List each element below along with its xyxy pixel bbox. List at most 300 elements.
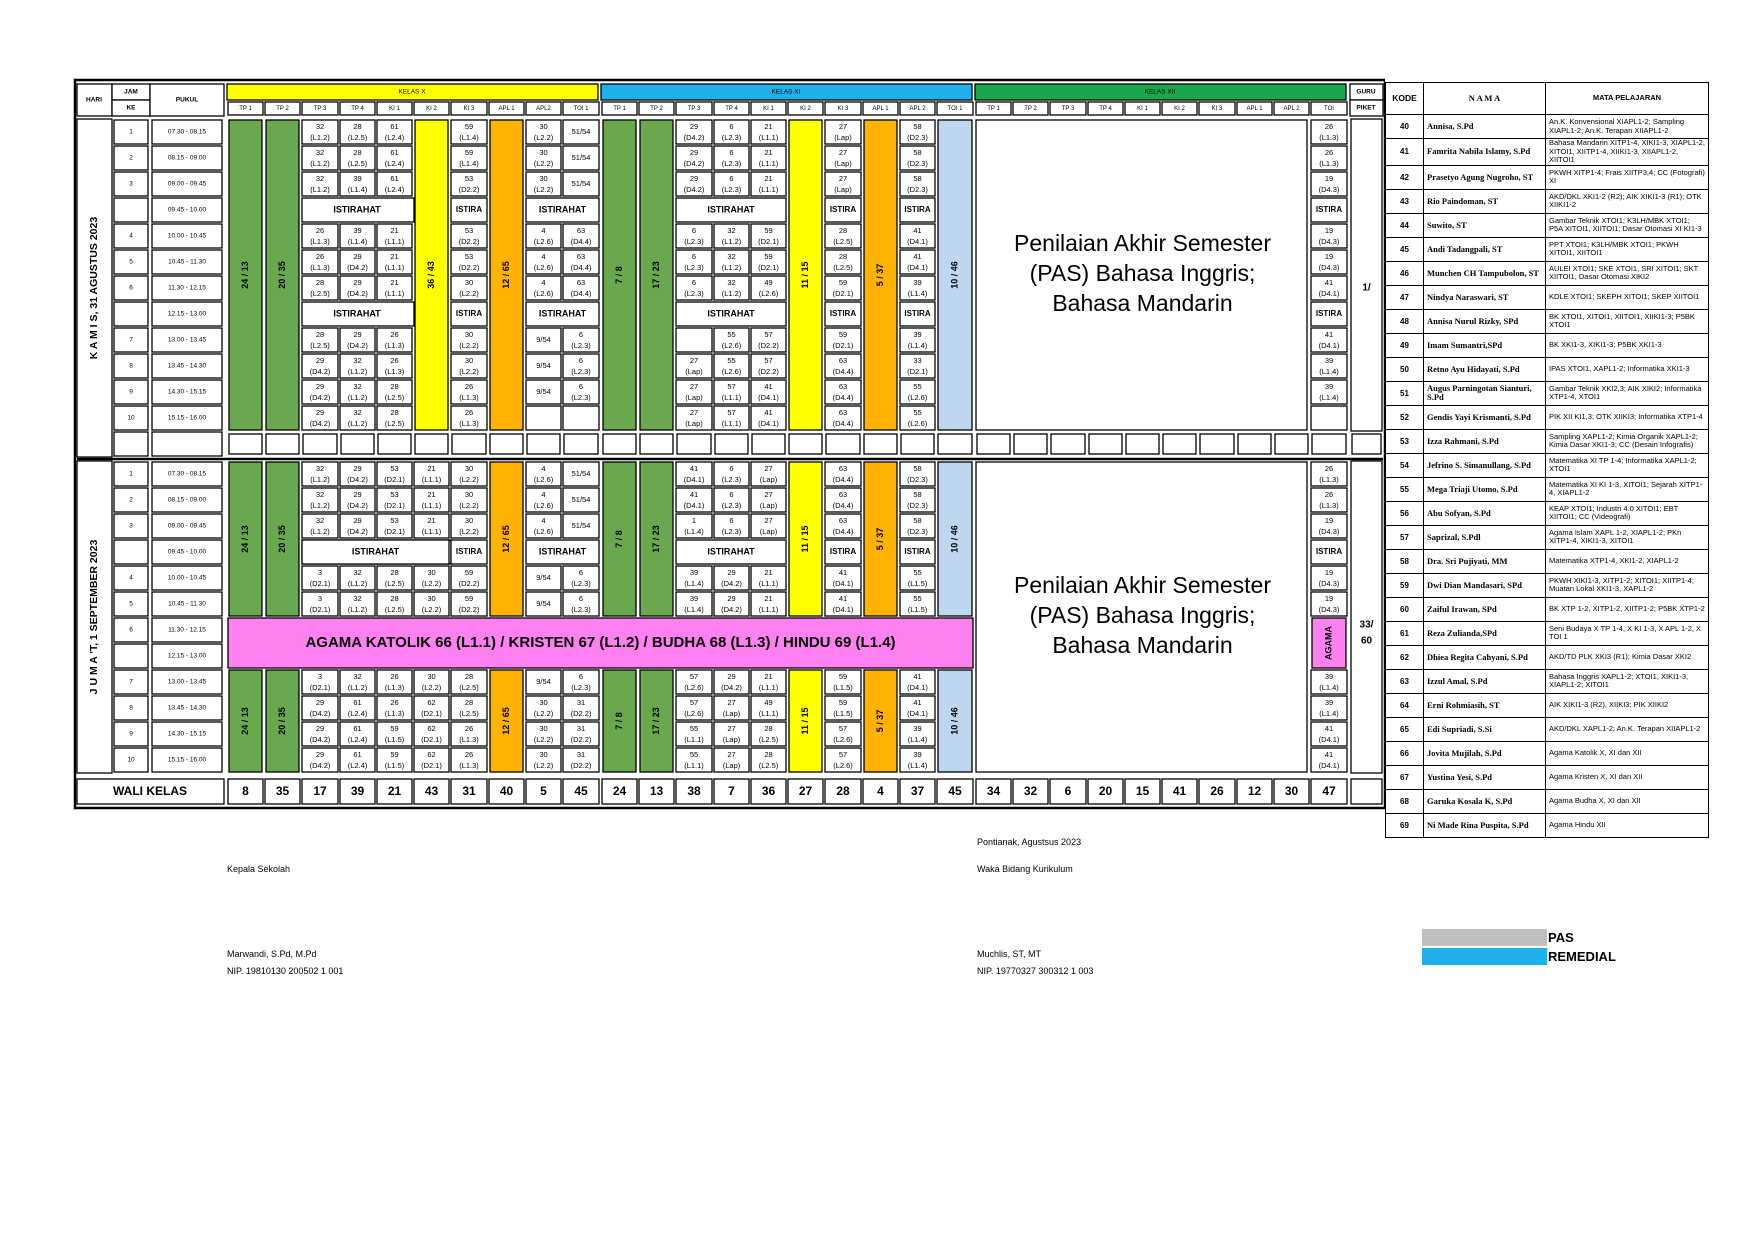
jam-ke: 6 xyxy=(129,626,133,634)
x-cell-code: 29 xyxy=(315,723,325,733)
waka-nip: NIP. 19770327 300312 1 003 xyxy=(977,966,1094,976)
xi-cell-room: (L2.6) xyxy=(758,288,779,298)
teacher-kode: 68 xyxy=(1386,789,1424,813)
x-apl2-cell-code: 30 xyxy=(539,147,548,157)
xi-apl2-cell-code: 41 xyxy=(913,697,922,707)
class-header-text: TP 4 xyxy=(1099,106,1112,113)
xi-ki3-cell-room: (Lap) xyxy=(834,184,852,194)
x-cell-room: (L2.4) xyxy=(347,734,368,744)
xii-toi-cell-code: 41 xyxy=(1324,277,1334,287)
xi-cell-room: (L2.3) xyxy=(684,236,704,246)
x-cell-code: 53 xyxy=(390,489,399,499)
teacher-kode: 44 xyxy=(1386,213,1424,237)
x-cell-code: 32 xyxy=(353,355,362,365)
wali-kelas-value: 4 xyxy=(877,784,884,799)
x-apl2-cell-code: 9/54 xyxy=(536,386,551,396)
xii-toi-cell-code: 19 xyxy=(1324,225,1334,235)
x-tp1-bar-label: 24 / 13 xyxy=(239,261,250,289)
xi-cell-room: (D4.1) xyxy=(683,474,705,484)
xi-apl2-cell-code: 58 xyxy=(913,147,922,157)
teacher-row xyxy=(1386,285,1709,309)
xi-ki3-cell-code: 63 xyxy=(838,355,848,365)
xi-apl2-cell-room: (L1.5) xyxy=(907,578,928,588)
teacher-kode: 62 xyxy=(1386,645,1424,669)
x-cell-code: 29 xyxy=(315,381,325,391)
xi-cell-room: (L2.3) xyxy=(721,474,742,484)
wali-kelas-value: 45 xyxy=(574,784,588,799)
x-cell-code: 30 xyxy=(427,593,436,603)
xi-apl1-bar-label: 5 / 37 xyxy=(874,263,885,287)
x-cell-room: (L1.4) xyxy=(347,236,368,246)
header-kelas-xi-text: KELAS XI xyxy=(771,88,801,96)
empty-cell xyxy=(1051,434,1085,454)
wali-kelas-value: 27 xyxy=(798,784,813,799)
xi-apl1-bar-label: 5 / 37 xyxy=(874,709,885,733)
header-nama: N A M A xyxy=(1424,83,1546,115)
xi-cell-room: (L1.1) xyxy=(758,132,779,142)
pukul: 10.00 - 10.45 xyxy=(167,232,207,240)
x-cell-room: (L1.5) xyxy=(384,760,405,770)
jam-ke: 7 xyxy=(129,678,133,686)
xi-cell-room: (L2.6) xyxy=(721,366,742,376)
xi-cell-room: (Lap) xyxy=(685,366,703,376)
wali-kelas-value: 40 xyxy=(499,784,514,799)
teacher-kode: 53 xyxy=(1386,429,1424,453)
xi-cell-code: 27 xyxy=(764,489,773,499)
xi-cell-room: (D2.1) xyxy=(758,236,779,246)
xii-toi-cell-code: 39 xyxy=(1324,381,1334,391)
jam-ke: 8 xyxy=(129,362,133,370)
teacher-row xyxy=(1386,597,1709,621)
class-header-text: APL 1 xyxy=(1246,106,1263,113)
teacher-row xyxy=(1386,525,1709,549)
x-cell-code: 61 xyxy=(353,697,362,707)
class-header-text: KI 1 xyxy=(389,106,400,113)
wali-kelas-value: 13 xyxy=(649,784,664,799)
x-ki3-cell-code: 30 xyxy=(464,329,474,339)
xi-cell-code: 55 xyxy=(727,329,736,339)
wali-kelas-value: 17 xyxy=(313,784,327,799)
istira-label: ISTIRA xyxy=(904,309,931,319)
xi-cell-room: (L1.1) xyxy=(758,158,779,168)
jam-ke: 9 xyxy=(129,730,133,738)
teacher-kode: 58 xyxy=(1386,549,1424,573)
class-header-text: TOI 1 xyxy=(947,106,963,113)
xi-apl2-cell-code: 58 xyxy=(913,173,922,183)
xi-cell-code: 59 xyxy=(764,225,773,235)
teacher-mapel: PPT XTOI1; K3LH/MBK XTOI1; PKWH XITOI1, XIITOI1 xyxy=(1546,237,1709,261)
xi-tp1-bar-label: 7 / 8 xyxy=(613,530,624,548)
x-apl2-cell-room: (L2.2) xyxy=(533,184,554,194)
x-apl2-cell-code: 4 xyxy=(541,515,546,525)
xi-cell-code: 57 xyxy=(727,381,736,391)
x-ki3-cell-code: 30 xyxy=(464,355,474,365)
jam-ke: 2 xyxy=(129,154,133,162)
x-cell-code: 3 xyxy=(317,671,323,681)
x-cell-code: 39 xyxy=(353,173,362,183)
x-cell-room: (L1.4) xyxy=(347,184,368,194)
x-toi1-cell-room: (L2.3) xyxy=(571,340,591,350)
x-ki2-bar-label: 36 / 43 xyxy=(425,261,436,289)
jam-ke: 5 xyxy=(129,258,133,266)
xii-toi-cell-room: (D4.3) xyxy=(1318,262,1340,272)
xii-toi-cell-code: 19 xyxy=(1324,251,1334,261)
teacher-kode: 48 xyxy=(1386,309,1424,333)
x-cell-code: 32 xyxy=(315,147,325,157)
x-ki3-cell-code: 26 xyxy=(464,407,474,417)
xii-toi-cell-code: 26 xyxy=(1324,489,1334,499)
xi-apl2-cell-code: 41 xyxy=(913,671,922,681)
teacher-row xyxy=(1386,573,1709,597)
istira-label: ISTIRA xyxy=(1315,547,1343,557)
teacher-row xyxy=(1386,645,1709,669)
teacher-kode: 43 xyxy=(1386,189,1424,213)
x-ki3-cell-code: 30 xyxy=(464,277,474,287)
teacher-row xyxy=(1386,549,1709,573)
teacher-row xyxy=(1386,501,1709,525)
xi-cell-code: 27 xyxy=(727,749,736,759)
xi-ki3-cell-code: 27 xyxy=(838,121,848,131)
class-header-text: TP 2 xyxy=(276,106,289,113)
x-cell-room: (L1.1) xyxy=(421,500,442,510)
x-ki3-cell-code: 59 xyxy=(464,121,474,131)
teacher-row xyxy=(1386,405,1709,429)
xi-cell-room: (L1.2) xyxy=(721,236,742,246)
xii-toi-cell-code: 19 xyxy=(1324,567,1334,577)
wali-kelas-value: 32 xyxy=(1023,784,1038,799)
teacher-nama: Izzul Amal, S.Pd xyxy=(1424,669,1546,693)
x-cell-code: 21 xyxy=(390,225,399,235)
teacher-mapel: Agama Budha X, XI dan XII xyxy=(1546,789,1709,813)
wali-kelas-value: 20 xyxy=(1098,784,1113,799)
x-cell-room: (L2.2) xyxy=(421,682,442,692)
x-cell-code: 28 xyxy=(315,329,325,339)
xi-cell-code: 6 xyxy=(729,121,734,131)
teacher-kode: 65 xyxy=(1386,717,1424,741)
xi-cell-room: (L1.1) xyxy=(758,184,779,194)
x-cell-room: (L2.5) xyxy=(384,392,405,402)
teacher-nama: Annisa, S.Pd xyxy=(1424,115,1546,139)
xii-toi-cell-room: (L1.3) xyxy=(1319,500,1339,510)
wali-kelas-value: 6 xyxy=(1064,784,1072,799)
x-toi1-cell-code: 31 xyxy=(576,723,586,733)
class-header-text: TP 1 xyxy=(987,106,1000,113)
xi-cell-room: (D4.2) xyxy=(721,578,742,588)
class-header-text: TP 2 xyxy=(1024,106,1037,113)
x-cell-room: (D2.1) xyxy=(384,474,405,484)
x-cell-code: 53 xyxy=(390,463,399,473)
teacher-mapel: An.K. Konvensional XIAPL1-2; Sampling XIAPL1-2; An.K. Terapan XIIAPL1-2 xyxy=(1546,115,1709,139)
pukul: 10.00 - 10.45 xyxy=(167,574,207,582)
jam-ke: 10 xyxy=(127,756,135,764)
x-cell-room: (D2.1) xyxy=(421,760,442,770)
class-header-text: TP 4 xyxy=(725,106,738,113)
xi-toi1-bar-label: 10 / 46 xyxy=(949,707,960,735)
x-toi1-cell-room: (D2.2) xyxy=(570,708,592,718)
teacher-mapel: Agama Hindu XII xyxy=(1546,813,1709,837)
xi-cell-code: 57 xyxy=(764,329,773,339)
x-toi1-cell-code: 6 xyxy=(578,671,584,681)
xi-cell-room: (L2.5) xyxy=(758,734,779,744)
x-cell-room: (L1.2) xyxy=(347,604,368,614)
x-apl2-cell-code: 4 xyxy=(541,489,546,499)
istira-label: ISTIRA xyxy=(455,205,483,215)
xi-cell-room: (D4.2) xyxy=(683,132,705,142)
empty-cell xyxy=(938,434,972,454)
x-cell-room: (L1.2) xyxy=(310,500,330,510)
xii-toi-cell-code: 41 xyxy=(1324,749,1334,759)
teacher-nama: Annisa Nurul Rizky, SPd xyxy=(1424,309,1546,333)
header-guru-text: GURU xyxy=(1356,88,1376,96)
xii-toi-cell-room: (L1.4) xyxy=(1319,392,1339,402)
x-cell-room: (L2.5) xyxy=(384,604,405,614)
x-toi1-cell-code: 6 xyxy=(578,355,584,365)
xi-cell-room: (D4.2) xyxy=(683,158,705,168)
xi-cell-room: (L1.1) xyxy=(758,604,779,614)
x-toi1-cell-room: (L2.3) xyxy=(571,682,591,692)
teacher-mapel: Matematika XI TP 1-4; Informatika XAPL1-2; XTOI1 xyxy=(1546,453,1709,477)
teacher-kode: 42 xyxy=(1386,165,1424,189)
x-cell-room: (L1.2) xyxy=(347,366,368,376)
xii-toi-cell-code: 26 xyxy=(1324,121,1334,131)
xi-apl2-cell-code: 58 xyxy=(913,515,922,525)
x-cell-room: (D4.2) xyxy=(309,760,331,770)
x-cell-code: 26 xyxy=(390,355,399,365)
legend-pas-label: PAS xyxy=(1548,930,1574,945)
pas-text: Penilaian Akhir Semester xyxy=(1014,230,1271,257)
teacher-kode: 67 xyxy=(1386,765,1424,789)
xi-cell-code: 32 xyxy=(727,225,736,235)
teacher-row xyxy=(1386,765,1709,789)
empty-cell xyxy=(1200,434,1234,454)
xi-apl2-cell-room: (D2.3) xyxy=(907,132,928,142)
x-toi1-cell-code: 31 xyxy=(576,749,586,759)
x-cell-code: 29 xyxy=(353,463,362,473)
empty-cell xyxy=(715,434,748,454)
empty-cell xyxy=(341,434,374,454)
x-cell-room: (L1.3) xyxy=(310,262,330,272)
x-ki3-cell-room: (L1.3) xyxy=(459,418,479,428)
x-cell-room: (L2.5) xyxy=(347,158,368,168)
teacher-kode: 51 xyxy=(1386,381,1424,405)
empty-cell xyxy=(303,434,337,454)
teacher-kode: 49 xyxy=(1386,333,1424,357)
empty-cell xyxy=(677,434,711,454)
wali-kelas-value: 26 xyxy=(1210,784,1224,799)
x-cell-code: 26 xyxy=(390,671,399,681)
class-header-text: APL 2 xyxy=(909,106,926,113)
xi-apl2-cell-room: (D4.1) xyxy=(907,262,928,272)
xi-cell-room: (Lap) xyxy=(722,734,741,744)
xi-cell-code: 6 xyxy=(729,147,734,157)
x-apl2-cell-room: (L2.6) xyxy=(533,236,554,246)
xi-ki3-cell-room: (D2.1) xyxy=(832,288,854,298)
header-kelas-xii-text: KELAS XII xyxy=(1144,88,1176,96)
class-header-text: KI 2 xyxy=(800,106,811,113)
teacher-row xyxy=(1386,741,1709,765)
xi-cell-code: 28 xyxy=(764,749,773,759)
istirahat-label: ISTIRAHAT xyxy=(707,308,755,319)
teacher-kode: 57 xyxy=(1386,525,1424,549)
xi-ki3-cell-code: 57 xyxy=(838,749,848,759)
empty-cell xyxy=(752,434,785,454)
class-header-text: KI 3 xyxy=(463,106,475,113)
istira-label: ISTIRA xyxy=(829,547,857,557)
teacher-nama: Izza Rahmani, S.Pd xyxy=(1424,429,1546,453)
waka-title: Waka Bidang Kurikulum xyxy=(977,864,1073,874)
x-ki3-cell-code: 53 xyxy=(464,173,474,183)
jam-ke: 3 xyxy=(129,522,133,530)
x-cell-code: 62 xyxy=(427,749,436,759)
x-ki3-cell-room: (L2.5) xyxy=(459,682,479,692)
xii-toi-cell-room: (D4.1) xyxy=(1318,340,1340,350)
xi-ki3-cell-room: (D4.4) xyxy=(832,526,854,536)
waka-name: Muchlis, ST, MT xyxy=(977,949,1042,959)
wali-kelas-value: 31 xyxy=(462,784,476,799)
wali-kelas-value: 8 xyxy=(242,784,249,799)
xi-cell-room: (Lap) xyxy=(685,392,703,402)
kepala-name: Marwandi, S.Pd, M.Pd xyxy=(227,949,317,959)
x-ki3-cell-room: (L2.2) xyxy=(459,288,479,298)
xi-ki3-cell-room: (D2.1) xyxy=(832,340,854,350)
wali-kelas-value: 38 xyxy=(687,784,701,799)
xi-cell-code: 21 xyxy=(764,147,773,157)
x-cell-room: (L1.2) xyxy=(310,474,330,484)
x-cell-code: 32 xyxy=(353,671,362,681)
xi-cell-room: (L2.3) xyxy=(721,184,742,194)
xi-ki3-cell-room: (D4.1) xyxy=(832,578,854,588)
xi-ki3-cell-code: 63 xyxy=(838,463,848,473)
teacher-mapel: PIK XII KI1,3; OTK XIIKI3; Informatika XTP1-4 xyxy=(1546,405,1709,429)
x-cell-code: 29 xyxy=(315,355,325,365)
place-date: Pontianak, Agustsus 2023 xyxy=(977,837,1082,847)
xi-ki3-cell-code: 59 xyxy=(838,671,848,681)
xi-cell-room: (L1.4) xyxy=(684,578,704,588)
class-header-text: TOI 1 xyxy=(573,106,589,113)
x-cell-room: (D4.2) xyxy=(347,288,368,298)
xi-cell-code: 29 xyxy=(727,593,736,603)
x-apl1-bar-label: 12 / 65 xyxy=(500,261,511,289)
xi-cell-code: 39 xyxy=(689,593,699,603)
teacher-kode: 59 xyxy=(1386,573,1424,597)
wali-kelas-value: 34 xyxy=(986,784,1001,799)
xii-toi-cell-room: (L1.3) xyxy=(1319,158,1339,168)
day-label: J U M A 'T, 1 SEPTEMBER 2023 xyxy=(87,539,100,695)
x-ki3-cell-room: (L2.2) xyxy=(459,500,479,510)
empty-cell xyxy=(452,434,486,454)
xi-cell-code: 21 xyxy=(764,593,773,603)
teacher-row xyxy=(1386,381,1709,405)
pukul: 13.00 - 13.45 xyxy=(167,336,207,344)
xi-apl2-cell-code: 55 xyxy=(913,593,922,603)
xi-apl2-cell-room: (D2.3) xyxy=(907,474,928,484)
x-cell-code: 59 xyxy=(390,723,399,733)
wali-kelas-value: 5 xyxy=(540,784,547,799)
xi-cell-room: (Lap) xyxy=(722,760,741,770)
x-cell-room: (L1.2) xyxy=(310,132,330,142)
xi-cell-code: 6 xyxy=(691,251,697,261)
teacher-row xyxy=(1386,115,1709,139)
xii-toi-cell xyxy=(1311,406,1347,430)
xi-apl2-cell-code: 39 xyxy=(913,749,922,759)
xi-cell-room: (L2.6) xyxy=(721,340,742,350)
x-cell-code: 32 xyxy=(353,567,362,577)
xi-cell-code: 39 xyxy=(689,567,699,577)
xi-ki3-cell-code: 63 xyxy=(838,489,848,499)
x-cell-room: (L1.2) xyxy=(347,418,368,428)
xi-apl2-cell-code: 41 xyxy=(913,251,922,261)
xii-toi-cell-code: 26 xyxy=(1324,147,1334,157)
pukul: 10.45 - 11.30 xyxy=(168,258,206,266)
x-cell-code: 32 xyxy=(315,121,325,131)
teacher-row xyxy=(1386,813,1709,837)
teacher-mapel: Matematika XI KI 1-3, XITOI1; Sejarah XITP1-4, XIAPL1-2 xyxy=(1546,477,1709,501)
xii-toi-cell-room: (D4.3) xyxy=(1318,184,1340,194)
teacher-nama: Retno Ayu Hidayati, S.Pd xyxy=(1424,357,1546,381)
x-ki3-cell-room: (L2.2) xyxy=(459,366,479,376)
xi-cell-code: 6 xyxy=(691,277,697,287)
wali-kelas-value: 15 xyxy=(1135,784,1150,799)
xi-cell-room: (D4.2) xyxy=(721,604,742,614)
empty-cell xyxy=(378,434,411,454)
xi-cell-code: 27 xyxy=(764,515,773,525)
teacher-kode: 45 xyxy=(1386,237,1424,261)
empty-cell xyxy=(266,434,299,454)
x-toi1-cell-code: 63 xyxy=(576,225,586,235)
teacher-table xyxy=(1385,82,1709,838)
x-cell-room: (L1.2) xyxy=(347,392,368,402)
class-header-text: KI 2 xyxy=(426,106,437,113)
xi-cell-room: (Lap) xyxy=(685,418,703,428)
teacher-nama: Suwito, ST xyxy=(1424,213,1546,237)
x-cell-room: (L2.4) xyxy=(384,132,405,142)
x-cell-room: (L1.3) xyxy=(384,682,405,692)
xi-cell-room: (D2.1) xyxy=(758,262,779,272)
teacher-kode: 63 xyxy=(1386,669,1424,693)
xi-apl2-cell-room: (D4.1) xyxy=(907,682,928,692)
xi-cell-code: 27 xyxy=(764,463,773,473)
teacher-mapel: Agama Islam XAPL 1-2, XIAPL1-2; PKn XITP1-4, XIKI1-3, XITOI1 xyxy=(1546,525,1709,549)
xi-cell-code: 1 xyxy=(691,515,697,525)
pas-text: (PAS) Bahasa Inggris; xyxy=(1029,260,1256,287)
x-cell-code: 61 xyxy=(390,121,399,131)
x-cell-room: (L2.4) xyxy=(347,760,368,770)
x-cell-room: (D4.2) xyxy=(347,340,368,350)
xi-cell-code: 32 xyxy=(727,277,736,287)
xi-ki3-cell-code: 63 xyxy=(838,381,848,391)
x-cell-room: (D2.1) xyxy=(309,682,331,692)
jam-ke: 1 xyxy=(129,470,133,478)
empty-cell xyxy=(1163,434,1196,454)
x-apl2-cell-code: 9/54 xyxy=(536,598,551,608)
xi-cell-room: (L2.6) xyxy=(684,682,704,692)
xii-toi-cell-code: 26 xyxy=(1324,463,1334,473)
xi-cell-code: 41 xyxy=(689,489,699,499)
x-ki3-cell-code: 59 xyxy=(464,147,474,157)
x-apl2-cell-room: (L2.6) xyxy=(533,474,554,484)
jam-ke: 1 xyxy=(129,128,133,136)
teacher-mapel: Gambar Teknik XTOI1; K3LH/MBK XTOI1; P5A XITOI1, XIITOI1; Dasar Otomasi XI KI1-3 xyxy=(1546,213,1709,237)
x-cell-code: 32 xyxy=(315,515,325,525)
xi-cell-code: 55 xyxy=(689,749,699,759)
teacher-row xyxy=(1386,165,1709,189)
x-cell-room: (D2.1) xyxy=(421,708,442,718)
xii-toi-cell-room: (D4.3) xyxy=(1318,578,1340,588)
xi-cell-room: (D2.2) xyxy=(758,340,779,350)
xi-cell-code: 28 xyxy=(764,723,773,733)
teacher-nama: Saprizal, S.Pdl xyxy=(1424,525,1546,549)
empty-cell xyxy=(1089,434,1122,454)
